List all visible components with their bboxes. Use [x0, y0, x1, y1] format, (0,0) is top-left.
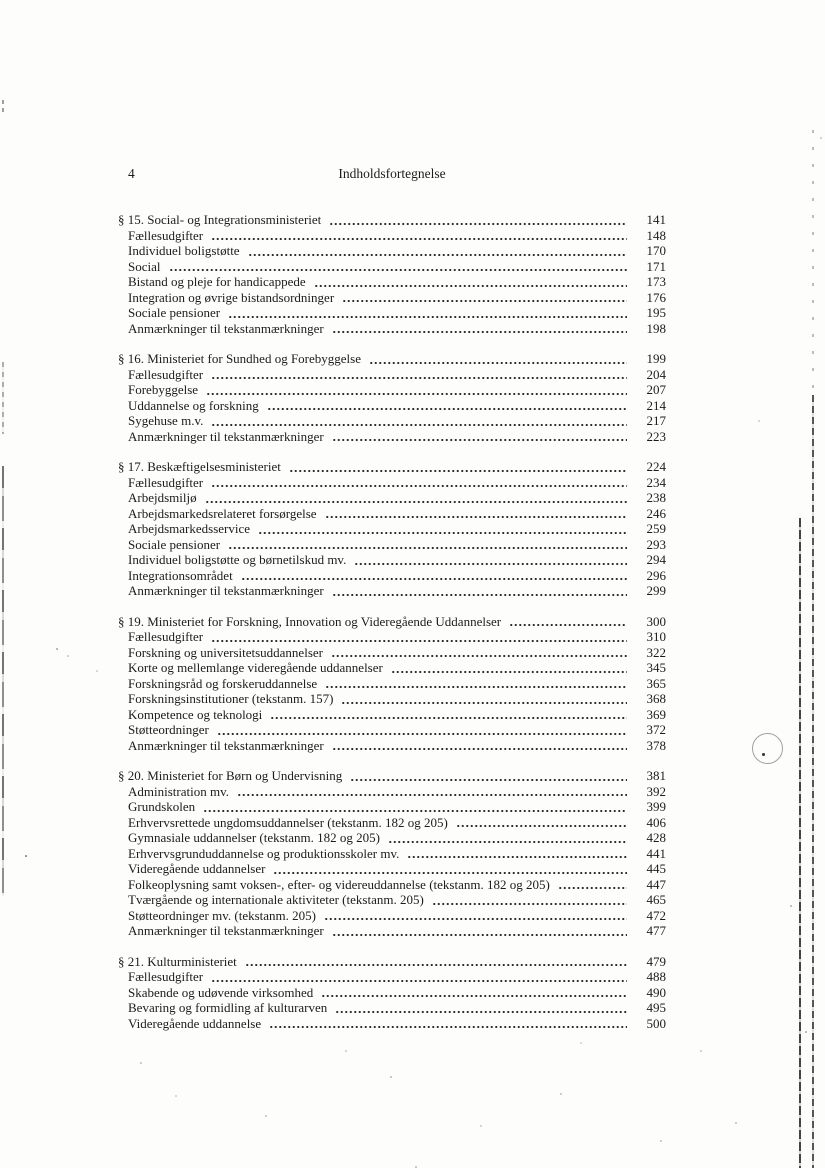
toc-entry-page-number: 198 — [646, 320, 666, 336]
dot-leader — [354, 552, 627, 568]
toc-entry — [118, 212, 666, 228]
toc-entry — [118, 707, 666, 723]
toc-entry-label: Individuel boligstøtte og børnetilskud mv. — [128, 552, 347, 567]
toc-entry — [118, 1000, 666, 1016]
dot-leader — [228, 537, 627, 553]
toc-entry-label: Anmærkninger til tekstanmærkninger — [128, 923, 324, 938]
dot-leader — [211, 367, 627, 383]
toc-entry-page-number: 465 — [646, 892, 666, 907]
toc-entry-page-number: 378 — [646, 737, 666, 753]
toc-entry-label: Individuel boligstøtte — [128, 243, 240, 258]
toc-entry — [118, 722, 666, 738]
toc-entry-page-number: 170 — [646, 243, 666, 258]
toc-entry-label: Social — [128, 258, 161, 274]
page-content — [118, 166, 666, 1031]
toc-entry-label: Forebyggelse — [128, 382, 199, 397]
scan-artifact-left-edge-line — [2, 100, 4, 114]
toc-entry — [118, 228, 666, 244]
scan-artifact-left-edge-line — [2, 362, 4, 434]
toc-section — [118, 768, 666, 939]
dot-leader — [325, 506, 627, 522]
toc-entry-page-number: 490 — [646, 984, 666, 1000]
toc-entry-label: Integrationsområdet — [128, 567, 233, 583]
toc-entry-label: Uddannelse og forskning — [128, 397, 259, 413]
dot-leader — [217, 722, 627, 738]
dot-leader — [332, 321, 627, 337]
dot-leader — [314, 274, 627, 290]
toc-entry-label: Sociale pensioner — [128, 536, 221, 552]
toc-entry-page-number: 428 — [646, 830, 666, 845]
toc-entry-page-number: 238 — [646, 490, 666, 505]
toc-entry-label: Støtteordninger mv. (tekstanm. 205) — [128, 907, 316, 923]
toc-entry — [118, 537, 666, 553]
toc-entry-page-number: 294 — [646, 552, 666, 567]
toc-entry-label: Anmærkninger til tekstanmærkninger — [128, 737, 324, 753]
toc-entry-label: § 21. Kulturministeriet — [118, 953, 237, 969]
dot-leader — [169, 259, 628, 275]
toc-entry-label: § 19. Ministeriet for Forskning, Innovation og Videregående Uddannelser — [118, 613, 502, 629]
dot-leader — [228, 305, 627, 321]
toc-entry-page-number: 300 — [646, 613, 666, 629]
toc-entry-page-number: 299 — [646, 583, 666, 598]
toc-entry — [118, 321, 666, 337]
toc-entry-page-number: 447 — [646, 876, 666, 892]
toc-entry-page-number: 345 — [646, 660, 666, 675]
toc-entry-label: Sygehuse m.v. — [128, 413, 204, 428]
toc-entry — [118, 583, 666, 599]
toc-entry-page-number: 310 — [646, 629, 666, 644]
toc-entry-label: § 16. Ministeriet for Sundhed og Forebyggelse — [118, 351, 361, 366]
toc-entry-label: Korte og mellemlange videregående uddannelser — [128, 660, 383, 675]
toc-entry-label: § 15. Social- og Integrationsministeriet — [118, 212, 322, 227]
toc-entry-page-number: 406 — [646, 814, 666, 830]
scan-artifact-right-edge-line — [799, 518, 801, 1168]
toc-entry-label: Fællesudgifter — [128, 629, 204, 644]
toc-entry — [118, 738, 666, 754]
toc-entry — [118, 429, 666, 445]
toc-section — [118, 351, 666, 444]
toc-entry-page-number: 223 — [646, 428, 666, 444]
toc-entry-label: Anmærkninger til tekstanmærkninger — [128, 320, 324, 336]
toc-entry-label: Skabende og udøvende virksomhed — [128, 984, 314, 1000]
dot-leader — [329, 212, 627, 228]
toc-entry-label: Grundskolen — [128, 799, 196, 814]
toc-entry-page-number: 224 — [646, 459, 666, 474]
toc-entry-page-number: 399 — [646, 799, 666, 814]
toc-entry-page-number: 477 — [646, 923, 666, 938]
toc-entry-label: Arbejdsmarkedsrelateret forsørgelse — [128, 505, 317, 521]
toc-entry-label: Fællesudgifter — [128, 366, 204, 382]
toc-entry-page-number: 500 — [646, 1015, 666, 1031]
toc-entry — [118, 475, 666, 491]
toc-entry-label: Forskningsråd og forskeruddannelse — [128, 675, 318, 691]
toc-entry — [118, 691, 666, 707]
toc-entry-label: Arbejdsmarkedsservice — [128, 521, 251, 536]
toc-entry — [118, 568, 666, 584]
dot-leader — [331, 645, 627, 661]
toc-entry-page-number: 369 — [646, 706, 666, 722]
toc-section — [118, 614, 666, 754]
toc-entry — [118, 506, 666, 522]
toc-entry — [118, 351, 666, 367]
toc-entry — [118, 861, 666, 877]
toc-entry-label: Bevaring og formidling af kulturarven — [128, 1000, 328, 1015]
toc-entry-page-number: 141 — [646, 212, 666, 227]
dot-leader — [211, 969, 627, 985]
toc-entry — [118, 305, 666, 321]
toc-entry-page-number: 204 — [646, 366, 666, 382]
toc-section — [118, 459, 666, 599]
toc-entry-page-number: 322 — [646, 644, 666, 660]
toc-entry-page-number: 207 — [646, 382, 666, 397]
toc-entry — [118, 398, 666, 414]
dot-leader — [369, 351, 627, 367]
toc-entry-label: Bistand og pleje for handicappede — [128, 274, 306, 289]
dot-leader — [270, 707, 627, 723]
toc-entry — [118, 1016, 666, 1032]
page-title: Indholdsfortegnelse — [338, 166, 446, 181]
toc-entry — [118, 645, 666, 661]
toc-entry — [118, 660, 666, 676]
toc-entry-label: Arbejdsmiljø — [128, 490, 197, 505]
toc-entry-label: Fællesudgifter — [128, 227, 204, 243]
dot-leader — [332, 429, 627, 445]
toc-entry-page-number: 365 — [646, 675, 666, 691]
toc-entry-label: Forskningsinstitutioner (tekstanm. 157) — [128, 691, 334, 706]
toc-entry — [118, 552, 666, 568]
toc-entry-label: Integration og øvrige bistandsordninger — [128, 289, 335, 305]
toc-entry-page-number: 495 — [646, 1000, 666, 1015]
toc-entry-page-number: 488 — [646, 969, 666, 984]
scan-artifact-right-edge-line — [812, 395, 814, 1168]
toc-entry — [118, 923, 666, 939]
toc-entry — [118, 490, 666, 506]
dot-leader — [245, 954, 627, 970]
toc-entry-page-number: 392 — [646, 783, 666, 799]
dot-leader — [211, 413, 627, 429]
dot-leader — [342, 290, 627, 306]
dot-leader — [267, 398, 627, 414]
toc-entry — [118, 892, 666, 908]
toc-entry — [118, 768, 666, 784]
toc-entry-page-number: 171 — [646, 258, 666, 274]
toc-entry — [118, 815, 666, 831]
toc-entry-page-number: 479 — [646, 953, 666, 969]
toc-entry — [118, 629, 666, 645]
dot-leader — [388, 830, 627, 846]
dot-leader — [391, 660, 627, 676]
toc-entry-label: Anmærkninger til tekstanmærkninger — [128, 428, 324, 444]
dot-leader — [241, 568, 627, 584]
toc-entry-page-number: 296 — [646, 567, 666, 583]
toc-entry — [118, 846, 666, 862]
toc-entry-label: Folkeoplysning samt voksen-, efter- og videreuddannelse (tekstanm. 182 og 205) — [128, 876, 550, 892]
toc-entry-page-number: 214 — [646, 397, 666, 413]
dot-leader — [211, 475, 627, 491]
toc-entry-page-number: 445 — [646, 861, 666, 876]
toc-entry — [118, 521, 666, 537]
toc-entry — [118, 985, 666, 1001]
toc-entry-label: § 20. Ministeriet for Børn og Undervisning — [118, 768, 343, 783]
dot-leader — [321, 985, 627, 1001]
dot-leader — [269, 1016, 627, 1032]
toc-entry — [118, 382, 666, 398]
toc-entry — [118, 784, 666, 800]
scan-artifact-circle — [752, 733, 783, 764]
toc-entry — [118, 969, 666, 985]
toc-entry — [118, 954, 666, 970]
toc-entry-page-number: 372 — [646, 722, 666, 737]
toc-entry-page-number: 234 — [646, 474, 666, 490]
toc-entry-page-number: 441 — [646, 845, 666, 861]
toc-entry-label: Erhvervsgrunduddannelse og produktionsskoler mv. — [128, 845, 400, 861]
toc-entry-page-number: 217 — [646, 413, 666, 428]
toc-entry-label: Anmærkninger til tekstanmærkninger — [128, 583, 324, 598]
toc-entry-page-number: 199 — [646, 351, 666, 366]
dot-leader — [456, 815, 627, 831]
dot-leader — [332, 583, 627, 599]
toc-entry — [118, 243, 666, 259]
scan-artifact-speck — [762, 753, 765, 756]
toc-entry — [118, 413, 666, 429]
dot-leader — [211, 228, 627, 244]
dot-leader — [273, 861, 627, 877]
toc-entry-page-number: 259 — [646, 521, 666, 536]
dot-leader — [211, 629, 627, 645]
toc-entry — [118, 830, 666, 846]
dot-leader — [289, 459, 627, 475]
page-number: 4 — [128, 166, 135, 181]
dot-leader — [558, 877, 627, 893]
scan-noise-specks — [0, 0, 2, 2]
toc-entry — [118, 908, 666, 924]
dot-leader — [206, 382, 627, 398]
toc-entry-label: Sociale pensioner — [128, 305, 221, 320]
toc-entry-label: Kompetence og teknologi — [128, 706, 263, 722]
toc-entry-label: Erhvervsrettede ungdomsuddannelser (tekstanm. 182 og 205) — [128, 814, 448, 830]
dot-leader — [350, 768, 627, 784]
toc-entry-page-number: 173 — [646, 274, 666, 289]
dot-leader — [407, 846, 627, 862]
toc-entry-label: Tværgående og internationale aktiviteter (tekstanm. 205) — [128, 892, 424, 907]
dot-leader — [258, 521, 627, 537]
scan-artifact-left-edge-line — [2, 466, 4, 896]
toc-entry-label: § 17. Beskæftigelsesministeriet — [118, 459, 281, 474]
dot-leader — [332, 923, 627, 939]
toc-entry — [118, 290, 666, 306]
toc-entry-label: Videregående uddannelse — [128, 1015, 262, 1031]
toc-entry — [118, 676, 666, 692]
scan-artifact-right-edge-line — [812, 130, 814, 395]
page-header — [118, 166, 666, 182]
toc-entry — [118, 259, 666, 275]
toc-entry-page-number: 472 — [646, 907, 666, 923]
toc-entry-page-number: 381 — [646, 768, 666, 783]
table-of-contents — [118, 212, 666, 1031]
toc-entry-label: Videregående uddannelser — [128, 861, 266, 876]
toc-entry — [118, 274, 666, 290]
dot-leader — [332, 738, 627, 754]
dot-leader — [205, 490, 627, 506]
dot-leader — [432, 892, 627, 908]
toc-entry-page-number: 148 — [646, 227, 666, 243]
dot-leader — [341, 691, 627, 707]
toc-entry-label: Fællesudgifter — [128, 969, 204, 984]
toc-entry-label: Støtteordninger — [128, 722, 209, 737]
toc-entry — [118, 877, 666, 893]
toc-entry-page-number: 246 — [646, 505, 666, 521]
toc-entry-label: Administration mv. — [128, 783, 229, 799]
toc-section — [118, 954, 666, 1032]
toc-entry-label: Gymnasiale uddannelser (tekstanm. 182 og 205) — [128, 830, 380, 845]
dot-leader — [324, 908, 627, 924]
dot-leader — [248, 243, 627, 259]
dot-leader — [335, 1000, 627, 1016]
toc-entry-page-number: 293 — [646, 536, 666, 552]
toc-entry — [118, 459, 666, 475]
dot-leader — [203, 799, 627, 815]
toc-entry — [118, 799, 666, 815]
toc-entry-page-number: 368 — [646, 691, 666, 706]
toc-entry — [118, 367, 666, 383]
toc-entry-page-number: 176 — [646, 289, 666, 305]
toc-section — [118, 212, 666, 336]
toc-entry — [118, 614, 666, 630]
toc-entry-label: Fællesudgifter — [128, 474, 204, 490]
toc-entry-label: Forskning og universitetsuddannelser — [128, 644, 323, 660]
toc-entry-page-number: 195 — [646, 305, 666, 320]
dot-leader — [237, 784, 627, 800]
dot-leader — [325, 676, 627, 692]
dot-leader — [509, 614, 627, 630]
